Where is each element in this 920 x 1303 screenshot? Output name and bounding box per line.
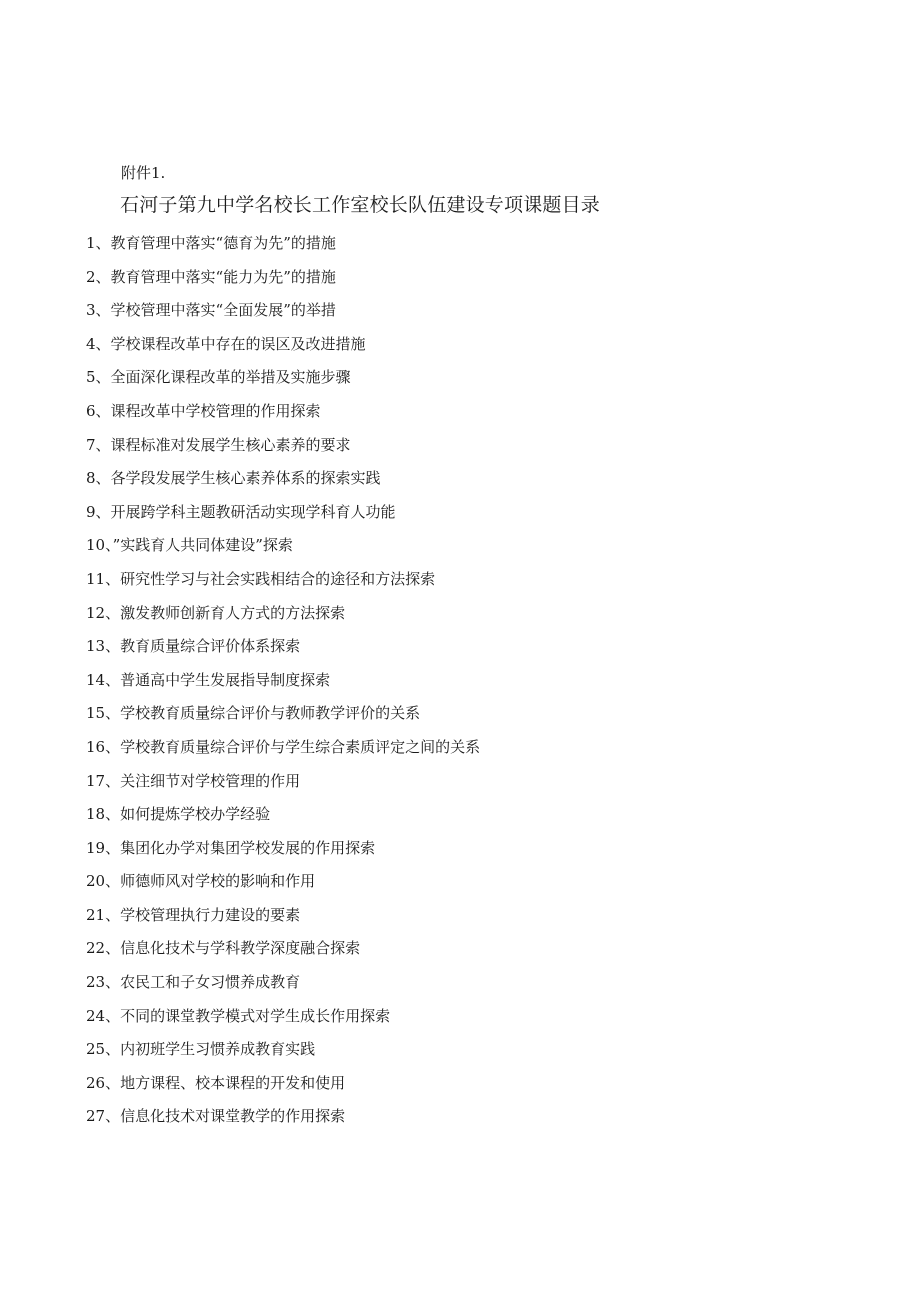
list-item: 21、学校管理执行力建设的要素 [86, 905, 301, 924]
list-item: 2、教育管理中落实“能力为先”的措施 [86, 267, 336, 286]
list-item: 17、关注细节对学校管理的作用 [86, 771, 301, 790]
list-item: 6、课程改革中学校管理的作用探索 [86, 401, 321, 420]
list-item: 7、课程标准对发展学生核心素养的要求 [86, 435, 351, 454]
list-item: 15、学校教育质量综合评价与教师教学评价的关系 [86, 704, 421, 723]
list-item: 8、各学段发展学生核心素养体系的探索实践 [86, 469, 381, 488]
list-item: 25、内初班学生习惯养成教育实践 [86, 1040, 316, 1059]
list-item: 10、”实践育人共同体建设”探索 [86, 536, 293, 555]
list-item: 24、不同的课堂教学模式对学生成长作用探索 [86, 1006, 391, 1025]
list-item: 27、信息化技术对课堂教学的作用探索 [86, 1107, 346, 1126]
attachment-label: 附件1. [121, 164, 166, 182]
list-item: 13、教育质量综合评价体系探索 [86, 637, 301, 656]
list-item: 4、学校课程改革中存在的误区及改进措施 [86, 334, 366, 353]
list-item: 19、集团化办学对集团学校发展的作用探索 [86, 838, 376, 857]
document-title: 石河子第九中学名校长工作室校长队伍建设专项课题目录 [120, 194, 601, 216]
list-item: 12、激发教师创新育人方式的方法探索 [86, 603, 346, 622]
list-item: 5、全面深化课程改革的举措及实施步骤 [86, 368, 351, 387]
list-item: 16、学校教育质量综合评价与学生综合素质评定之间的关系 [86, 737, 481, 756]
topic-list [86, 231, 480, 1138]
list-item: 3、学校管理中落实“全面发展”的举措 [86, 301, 336, 320]
list-item: 9、开展跨学科主题教研活动实现学科育人功能 [86, 502, 396, 521]
list-item: 18、如何提炼学校办学经验 [86, 805, 271, 824]
list-item: 22、信息化技术与学科教学深度融合探索 [86, 939, 361, 958]
list-item: 20、师德师风对学校的影响和作用 [86, 872, 316, 891]
list-item: 1、教育管理中落实“德育为先”的措施 [86, 234, 336, 252]
list-item: 14、普通高中学生发展指导制度探索 [86, 670, 331, 689]
list-item: 11、研究性学习与社会实践相结合的途径和方法探索 [86, 569, 436, 588]
list-item: 23、农民工和子女习惯养成教育 [86, 973, 301, 992]
list-item: 26、地方课程、校本课程的开发和使用 [86, 1073, 346, 1092]
